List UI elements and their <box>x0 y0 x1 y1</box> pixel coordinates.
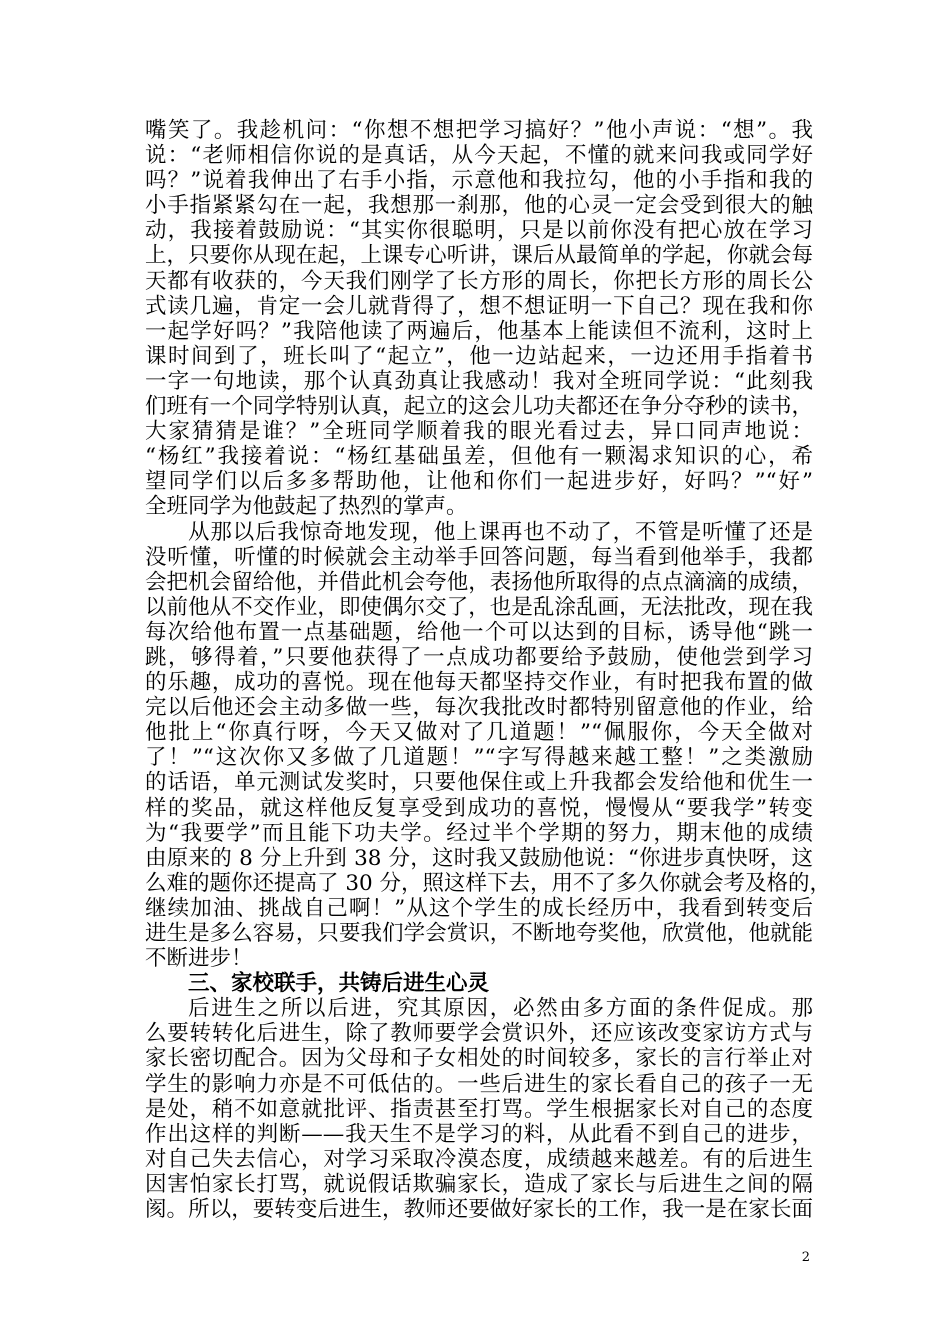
text-line: 因害怕家长打骂，就说假话欺骗家长，造成了家长与后进生之间的隔 <box>145 1171 813 1197</box>
text-line: 了！”“这次你又多做了几道题！”“字写得越来越工整！”之类激励 <box>145 745 813 771</box>
text-line: 没听懂，听懂的时候就会主动举手回答问题，每当看到他举手，我都 <box>145 544 813 570</box>
text-line: 以前他从不交作业，即使偶尔交了，也是乱涂乱画，无法批改，现在我 <box>145 594 813 620</box>
paragraph-first-line: 从那以后我惊奇地发现，他上课再也不动了，不管是听懂了还是 <box>188 519 813 545</box>
text-line: 继续加油、挑战自己啊！”从这个学生的成长经历中，我看到转变后 <box>145 895 813 921</box>
text-line: 不断进步！ <box>145 946 253 972</box>
text-line: 跳，够得着，”只要他获得了一点成功都要给予鼓励，使他尝到学习 <box>145 644 813 670</box>
text-line: 式读几遍，肯定一会儿就背得了，想不想证明一下自己？现在我和你 <box>145 293 813 319</box>
text-line: 样的奖品，就这样他反复享受到成功的喜悦，慢慢从“要我学”转变 <box>145 795 813 821</box>
text-line: 由原来的 8 分上升到 38 分，这时我又鼓励他说：“你进步真快呀，这 <box>145 845 813 871</box>
text-line: 么难的题你还提高了 30 分，照这样下去，用不了多久你就会考及格的， <box>145 870 832 896</box>
text-line: 阂。所以，要转变后进生，教师还要做好家长的工作，我一是在家长面 <box>145 1197 813 1223</box>
text-line: 学生的影响力亦是不可低估的。一些后进生的家长看自己的孩子一无 <box>145 1071 813 1097</box>
text-line: 吗？”说着我伸出了右手小指，示意他和我拉勾，他的小手指和我的 <box>145 168 813 194</box>
text-line: 为“我要学”而且能下功夫学。经过半个学期的努力，期末他的成绩 <box>145 820 813 846</box>
text-line: 一起学好吗？”我陪他读了两遍后，他基本上能读但不流利，这时上 <box>145 318 813 344</box>
text-line: 们班有一个同学特别认真，起立的这会儿功夫都还在争分夺秒的读书， <box>145 394 813 420</box>
text-line: 的乐趣，成功的喜悦。现在他每天都坚持交作业，有时把我布置的做 <box>145 670 813 696</box>
paragraph-first-line: 后进生之所以后进，究其原因，必然由多方面的条件促成。那 <box>188 996 813 1022</box>
text-line: 是处，稍不如意就批评、指责甚至打骂。学生根据家长对自己的态度 <box>145 1096 813 1122</box>
text-line: 会把机会留给他，并借此机会夸他，表扬他所取得的点点滴滴的成绩， <box>145 569 813 595</box>
section-heading: 三、家校联手，共铸后进生心灵 <box>188 971 490 997</box>
text-line: 望同学们以后多多帮助他，让他和你们一起进步好，好吗？”“好” <box>145 469 813 495</box>
text-line: 嘴笑了。我趁机问：“你想不想把学习搞好？”他小声说：“想”。我 <box>145 118 813 143</box>
text-line: 的话语，单元测试发奖时，只要他保住或上升我都会发给他和优生一 <box>145 770 813 796</box>
text-line: 家长密切配合。因为父母和子女相处的时间较多，家长的言行举止对 <box>145 1046 813 1072</box>
text-line: 么要转转化后进生，除了教师要学会赏识外，还应该改变家访方式与 <box>145 1021 813 1047</box>
text-line: 每次给他布置一点基础题，给他一个可以达到的目标，诱导他“跳一 <box>145 619 813 645</box>
text-line: 课时间到了，班长叫了“起立”，他一边站起来，一边还用手指着书 <box>145 343 813 369</box>
text-line: 完以后他还会主动多做一些，每次我批改时都特别留意他的作业，给 <box>145 695 813 721</box>
text-line: 进生是多么容易，只要我们学会赏识，不断地夸奖他，欣赏他，他就能 <box>145 921 813 946</box>
text-line: 上，只要你从现在起，上课专心听讲，课后从最简单的学起，你就会每 <box>145 243 813 269</box>
text-line: 他批上“你真行呀，今天又做对了几道题！”“佩服你，今天全做对 <box>145 720 813 746</box>
text-line: 对自己失去信心，对学习采取冷漠态度，成绩越来越差。有的后进生 <box>145 1146 813 1172</box>
text-line: 小手指紧紧勾在一起，我想那一刹那，他的心灵一定会受到很大的触 <box>145 193 813 219</box>
text-line: 大家猜猜是谁？”全班同学顺着我的眼光看过去，异口同声地说： <box>145 419 813 445</box>
text-line: 动，我接着鼓励说：“其实你很聪明，只是以前你没有把心放在学习 <box>145 218 813 244</box>
text-line: “杨红”我接着说：“杨红基础虽差，但他有一颗渴求知识的心，希 <box>145 444 813 470</box>
text-line: 全班同学为他鼓起了热烈的掌声。 <box>145 494 468 520</box>
text-line: 说：“老师相信你说的是真话，从今天起，不懂的就来问我或同学好 <box>145 143 813 169</box>
page-number: 2 <box>801 1250 810 1265</box>
document-body <box>145 118 832 1223</box>
text-line: 一字一句地读，那个认真劲真让我感动！我对全班同学说：“此刻我 <box>145 368 813 394</box>
text-line: 天都有收获的，今天我们刚学了长方形的周长，你把长方形的周长公 <box>145 268 813 294</box>
text-line: 作出这样的判断——我天生不是学习的料，从此看不到自己的进步， <box>145 1121 813 1147</box>
